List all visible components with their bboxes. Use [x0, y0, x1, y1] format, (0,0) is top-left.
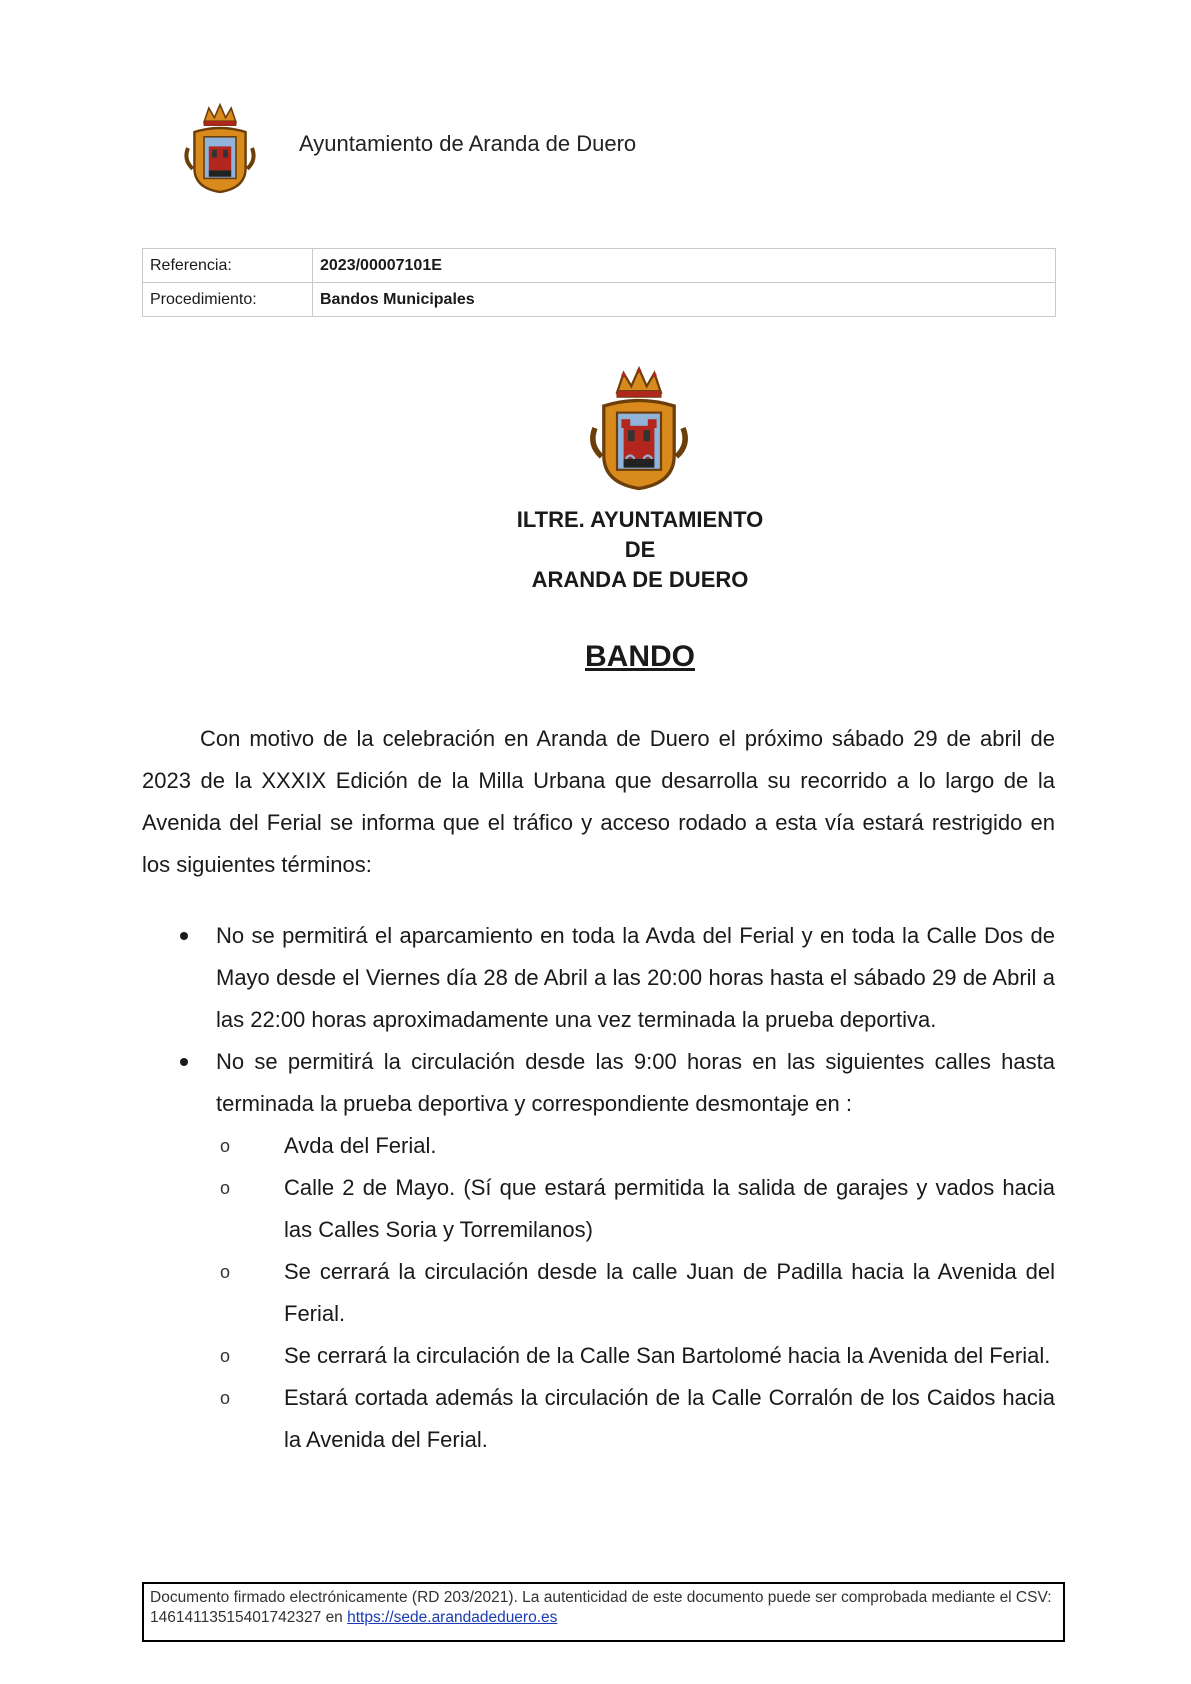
document-heading: BANDO: [585, 640, 695, 673]
restriction-text: No se permitirá la circulación desde las 9:00 horas en las siguientes calles hasta terminada la prueba deportiva y correspondiente desmontaje en :: [216, 1049, 1055, 1116]
reference-label: Referencia:: [143, 249, 313, 283]
list-item: [216, 1125, 1055, 1167]
issuer-line-3: ARANDA DE DUERO: [531, 567, 749, 592]
circle-bullet-icon: o: [220, 1262, 231, 1282]
table-row: [143, 283, 1056, 317]
closed-street-text: Estará cortada además la circulación de la Calle Corralón de los Caidos hacia la Avenida del Ferial.: [284, 1385, 1055, 1452]
closed-street-text: Se cerrará la circulación de la Calle San Bartolomé hacia la Avenida del Ferial.: [284, 1343, 1051, 1368]
issuer-line-2: DE: [624, 537, 656, 562]
header-org-name: Ayuntamiento de Aranda de Duero: [299, 131, 637, 156]
circle-bullet-icon: o: [220, 1388, 231, 1408]
verification-link[interactable]: https://sede.arandadeduero.es: [347, 1609, 558, 1626]
intro-paragraph-block: [142, 718, 1055, 886]
footer-text: Documento firmado electrónicamente (RD 203/2021). La autenticidad de este documento puede ser comprobada mediante el CSV: 14614113515401742327 en: [150, 1589, 1052, 1626]
coat-of-arms-large-icon: [577, 362, 701, 494]
bullet-icon: [180, 1058, 188, 1066]
bullet-icon: [180, 932, 188, 940]
intro-paragraph: Con motivo de la celebración en Aranda de Duero el próximo sábado 29 de abril de 2023 de la XXXIX Edición de la Milla Urbana que desarrolla su recorrido a lo largo de la Avenida del Ferial se informa que el tráfico y acceso rodado a esta vía estará restrigido en los siguientes términos:: [142, 726, 1055, 877]
closed-street-text: Avda del Ferial.: [284, 1133, 437, 1158]
reference-table: [142, 248, 1056, 317]
closed-street-text: Calle 2 de Mayo. (Sí que estará permitida la salida de garajes y vados hacia las Calles Soria y Torremilanos): [284, 1175, 1055, 1242]
list-item: [142, 915, 1055, 1041]
signature-footer: [142, 1582, 1065, 1642]
circle-bullet-icon: o: [220, 1178, 231, 1198]
coat-of-arms-icon: [180, 100, 260, 196]
reference-value: 2023/00007101E: [313, 249, 1056, 283]
list-item: [216, 1251, 1055, 1335]
circle-bullet-icon: o: [220, 1136, 231, 1156]
issuer-line-1: ILTRE. AYUNTAMIENTO: [516, 507, 764, 532]
closed-streets-list: [216, 1125, 1055, 1461]
table-row: [143, 249, 1056, 283]
restrictions-list: [142, 915, 1055, 1461]
list-item: [216, 1335, 1055, 1377]
issuer-block: [450, 505, 830, 595]
closed-street-text: Se cerrará la circulación desde la calle Juan de Padilla hacia la Avenida del Ferial.: [284, 1259, 1055, 1326]
restriction-text: No se permitirá el aparcamiento en toda la Avda del Ferial y en toda la Calle Dos de Mayo desde el Viernes día 28 de Abril a las 20:00 horas hasta el sábado 29 de Abril a las 22:00 horas aproximadamente una vez terminada la prueba deportiva.: [216, 923, 1055, 1032]
list-item: [216, 1167, 1055, 1251]
list-item: [216, 1377, 1055, 1461]
procedure-value: Bandos Municipales: [313, 283, 1056, 317]
procedure-label: Procedimiento:: [143, 283, 313, 317]
list-item: [142, 1041, 1055, 1461]
circle-bullet-icon: o: [220, 1346, 231, 1366]
